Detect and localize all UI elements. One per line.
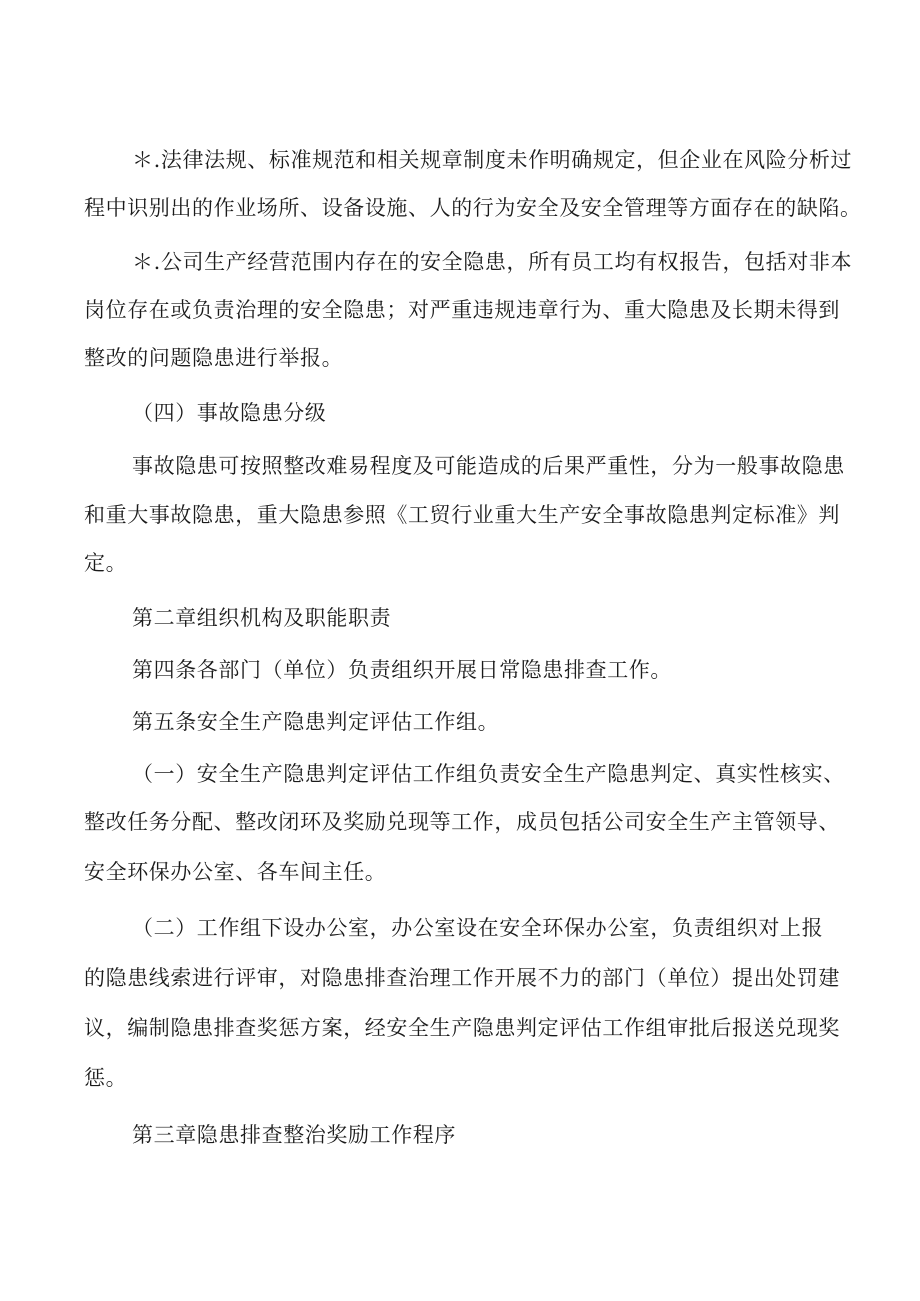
- paragraph-line: 整改的问题隐患进行举报。: [84, 346, 344, 370]
- chapter-heading: 第二章组织机构及职能职责: [132, 606, 392, 630]
- paragraph-line: （二）工作组下设办公室，办公室设在安全环保办公室，负责组织对上报: [132, 916, 824, 940]
- paragraph-line: 和重大事故隐患，重大隐患参照《工贸行业重大生产安全事故隐患判定标准》判: [84, 503, 840, 527]
- paragraph-line: （一）安全生产隐患判定评估工作组负责安全生产隐患判定、真实性核实、: [132, 762, 845, 786]
- chapter-heading: 第三章隐患排查整治奖励工作程序: [132, 1123, 456, 1147]
- paragraph-line: 议，编制隐患排查奖惩方案，经安全生产隐患判定评估工作组审批后报送兑现奖: [84, 1016, 840, 1040]
- paragraph-line: ＊.公司生产经营范围内存在的安全隐患，所有员工均有权报告，包括对非本: [132, 250, 853, 274]
- paragraph-line: 整改任务分配、整改闭环及奖励兑现等工作，成员包括公司安全生产主管领导、: [84, 810, 840, 834]
- paragraph-line: 的隐患线索进行评审，对隐患排查治理工作开展不力的部门（单位）提出处罚建: [84, 966, 840, 990]
- section-heading: （四）事故隐患分级: [132, 401, 327, 425]
- paragraph-line: 岗位存在或负责治理的安全隐患；对严重违规违章行为、重大隐患及长期未得到: [84, 298, 840, 322]
- paragraph-line: 惩。: [84, 1066, 128, 1090]
- paragraph-line: 程中识别出的作业场所、设备设施、人的行为安全及安全管理等方面存在的缺陷。: [84, 196, 862, 220]
- paragraph-line: 安全环保办公室、各车间主任。: [84, 860, 387, 884]
- paragraph-line: 事故隐患可按照整改难易程度及可能造成的后果严重性，分为一般事故隐患: [132, 454, 845, 478]
- paragraph-line: ＊.法律法规、标准规范和相关规章制度未作明确规定，但企业在风险分析过: [132, 148, 853, 172]
- article-line: 第四条各部门（单位）负责组织开展日常隐患排查工作。: [132, 658, 672, 682]
- article-line: 第五条安全生产隐患判定评估工作组。: [132, 710, 500, 734]
- paragraph-line: 定。: [84, 551, 128, 575]
